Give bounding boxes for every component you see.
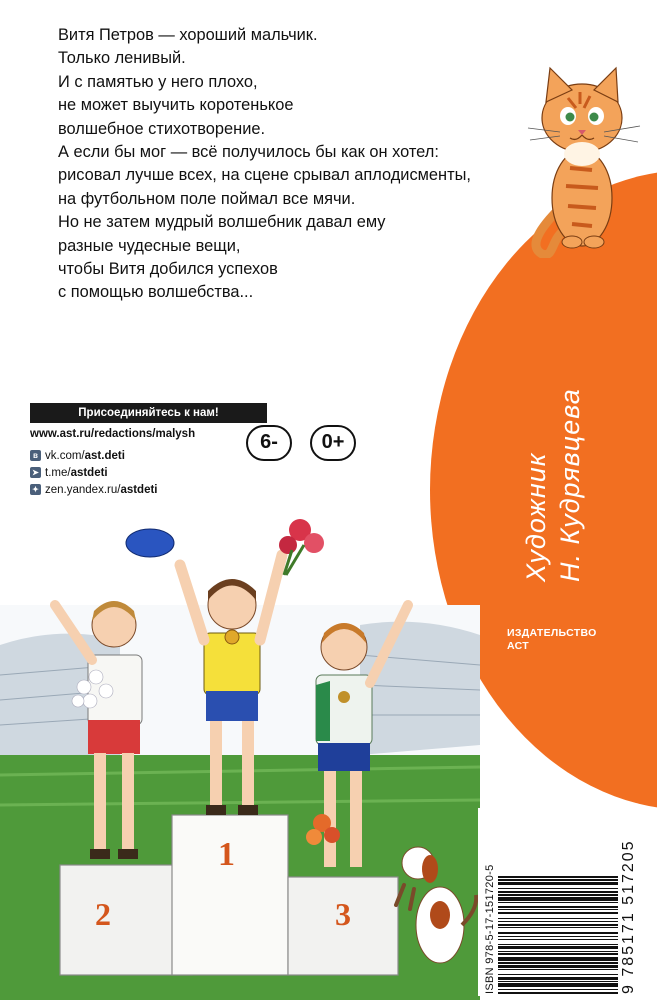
publisher-mark [507,627,597,653]
description-line: Но не затем мудрый волшебник давал ему [58,213,386,232]
description-line: не может выучить коротенькое [58,96,294,115]
telegram-icon: ➤ [30,467,41,478]
description-line: рисовал лучше всех, на сцене срывал аплодисменты, [58,166,471,185]
website-link[interactable]: www.ast.ru/redactions/malysh [30,428,196,440]
age-mark-6: 6- [246,425,292,461]
artist-label: Художник [521,452,551,582]
barcode-bars [498,814,618,994]
publisher-label: ИЗДАТЕЛЬСТВО [507,627,597,639]
podium-illustration [0,505,480,1000]
isbn-number: ISBN 978-5-17-151720-5 [484,864,496,994]
social-handle: astdeti [70,466,108,479]
description-line: волшебное стихотворение. [58,119,266,138]
social-prefix: vk.com/ [45,449,85,462]
podium-number-2: 2 [95,896,111,932]
join-banner: Присоединяйтесь к нам! [30,403,267,423]
artist-credit [475,320,625,580]
age-mark-0: 0+ [310,425,356,461]
description-line: Витя Петров — хороший мальчик. [58,26,318,44]
social-prefix: t.me/ [45,466,71,479]
social-link-telegram[interactable] [30,464,158,481]
zen-icon: ✦ [30,484,41,495]
cat-illustration [520,58,652,258]
social-links [30,447,158,498]
description-text [58,24,478,305]
social-handle: ast.deti [84,449,125,462]
social-link-zen[interactable] [30,481,158,498]
podium-number-1: 1 [218,836,235,873]
podium-number-3: 3 [335,896,351,932]
description-line: И с памятью у него плохо, [58,72,258,91]
publisher-name: АСТ [507,640,529,652]
social-handle: astdeti [120,483,158,496]
description-line: Только ленивый. [58,49,186,68]
isbn-barcode [478,808,654,996]
description-line: А если бы мог — всё получилось бы как он хотел: [58,143,439,162]
vk-icon: в [30,450,41,461]
description-line: с помощью волшебства... [58,283,254,302]
description-line: чтобы Витя добился успехов [58,260,278,279]
barcode-digits: 9 785171 517205 [620,839,637,994]
social-prefix: zen.yandex.ru/ [45,483,121,496]
artist-name: Н. Кудрявцева [555,388,585,582]
description-line: на футбольном поле поймал все мячи. [58,189,356,208]
social-link-vk[interactable] [30,447,158,464]
description-line: разные чудесные вещи, [58,236,241,255]
